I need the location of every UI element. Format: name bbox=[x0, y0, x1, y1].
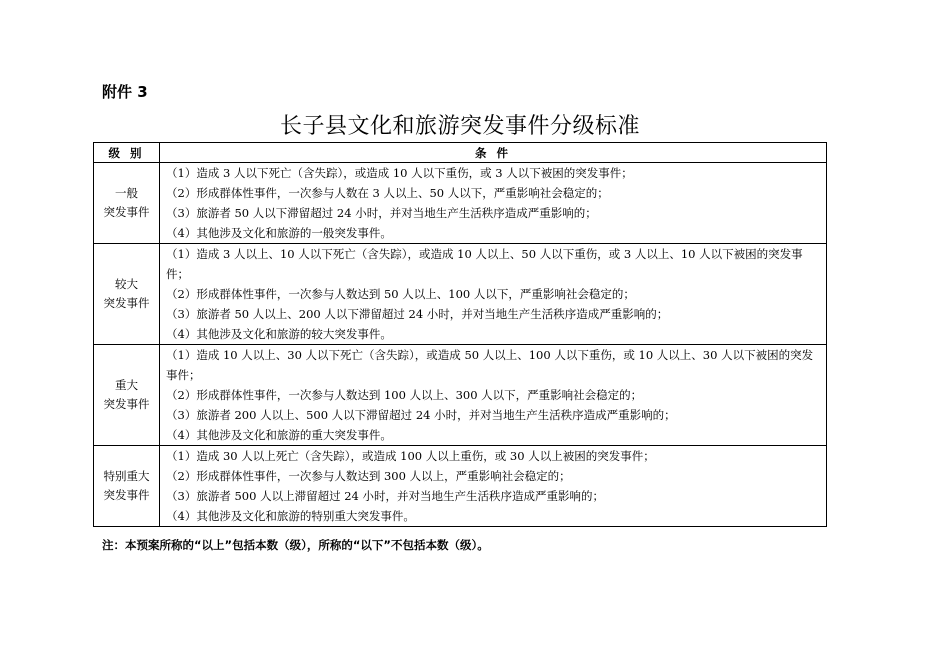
level-line: 突发事件 bbox=[103, 488, 150, 502]
table-header-row bbox=[94, 143, 827, 163]
condition-item: （3）旅游者 500 人以上滞留超过 24 小时，并对当地生产生活秩序造成严重影响的； bbox=[166, 489, 605, 503]
table-row bbox=[94, 345, 827, 446]
table-row bbox=[94, 244, 827, 345]
level-line: 突发事件 bbox=[103, 397, 150, 411]
condition-item: （1）造成 10 人以上、30 人以下死亡（含失踪），或造成 50 人以上、100 人以下重伤，或 10 人以上、30 人以下被困的突发事件； bbox=[166, 348, 814, 382]
classification-table bbox=[93, 142, 827, 527]
condition-item: （2）形成群体性事件，一次参与人数达到 300 人以上，严重影响社会稳定的； bbox=[166, 469, 571, 483]
condition-item: （3）旅游者 50 人以上、200 人以下滞留超过 24 小时，并对当地生产生活秩序造成严重影响的； bbox=[166, 307, 669, 321]
level-cell bbox=[94, 244, 160, 345]
condition-item: （2）形成群体性事件，一次参与人数在 3 人以上、50 人以下，严重影响社会稳定的； bbox=[166, 186, 609, 200]
condition-item: （1）造成 3 人以下死亡（含失踪），或造成 10 人以下重伤，或 3 人以下被困的突发事件； bbox=[166, 166, 633, 180]
condition-item: （4）其他涉及文化和旅游的特别重大突发事件。 bbox=[166, 509, 415, 523]
level-line: 突发事件 bbox=[103, 296, 150, 310]
level-cell bbox=[94, 163, 160, 244]
condition-item: （2）形成群体性事件，一次参与人数达到 50 人以上、100 人以下，严重影响社会稳定的； bbox=[166, 287, 635, 301]
condition-item: （3）旅游者 50 人以下滞留超过 24 小时，并对当地生产生活秩序造成严重影响的； bbox=[166, 206, 597, 220]
table-row bbox=[94, 163, 827, 244]
level-cell bbox=[94, 446, 160, 527]
conditions-cell bbox=[160, 244, 827, 345]
level-line: 特别重大 bbox=[103, 469, 150, 483]
condition-item: （4）其他涉及文化和旅游的较大突发事件。 bbox=[166, 327, 392, 341]
level-line: 一般 bbox=[115, 186, 138, 200]
header-level: 级 别 bbox=[94, 143, 160, 163]
conditions-cell bbox=[160, 345, 827, 446]
condition-item: （2）形成群体性事件，一次参与人数达到 100 人以上、300 人以下，严重影响社会稳定的； bbox=[166, 388, 643, 402]
footnote: 注：本预案所称的“以上”包括本数（级），所称的“以下”不包括本数（级）。 bbox=[102, 538, 489, 552]
level-line: 突发事件 bbox=[103, 205, 150, 219]
level-line: 较大 bbox=[115, 277, 138, 291]
header-conditions: 条 件 bbox=[160, 143, 827, 163]
level-line: 重大 bbox=[115, 378, 138, 392]
conditions-cell bbox=[160, 446, 827, 527]
condition-item: （1）造成 3 人以上、10 人以下死亡（含失踪），或造成 10 人以上、50 人以下重伤，或 3 人以上、10 人以下被困的突发事件； bbox=[166, 247, 803, 281]
document-title: 长子县文化和旅游突发事件分级标准 bbox=[279, 114, 640, 139]
level-cell bbox=[94, 345, 160, 446]
condition-item: （3）旅游者 200 人以上、500 人以下滞留超过 24 小时，并对当地生产生活秩序造成严重影响的； bbox=[166, 408, 676, 422]
condition-item: （1）造成 30 人以上死亡（含失踪），或造成 100 人以上重伤，或 30 人以上被困的突发事件； bbox=[166, 449, 655, 463]
table-row bbox=[94, 446, 827, 527]
attachment-label: 附件 3 bbox=[102, 83, 148, 101]
condition-item: （4）其他涉及文化和旅游的重大突发事件。 bbox=[166, 428, 392, 442]
condition-item: （4）其他涉及文化和旅游的一般突发事件。 bbox=[166, 226, 392, 240]
conditions-cell bbox=[160, 163, 827, 244]
